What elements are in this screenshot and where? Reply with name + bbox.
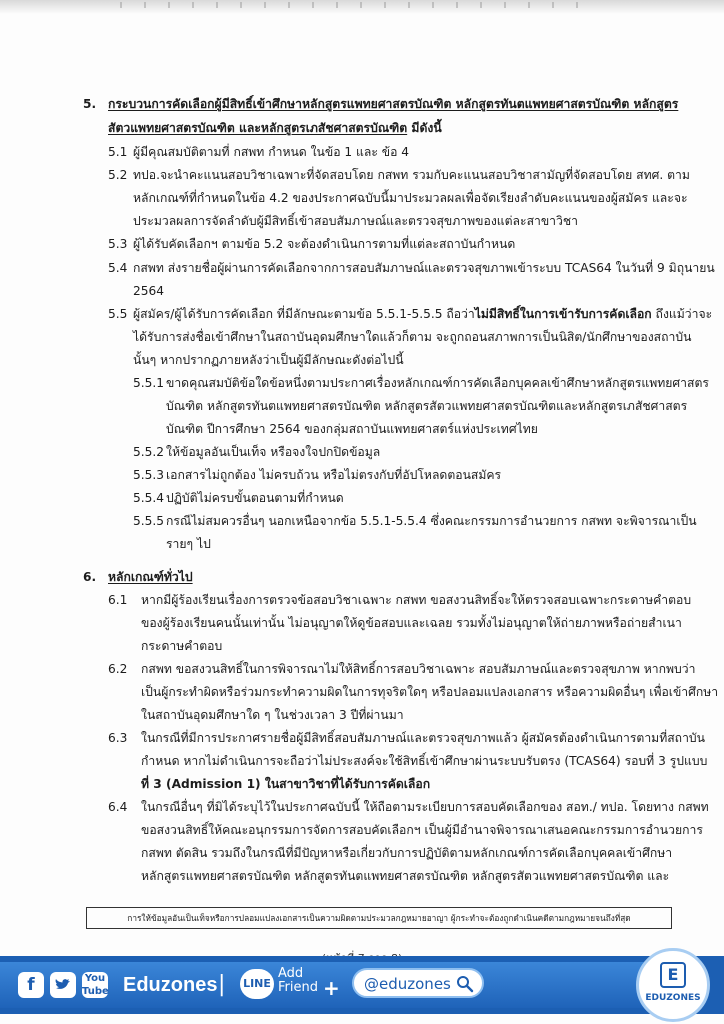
item-6-3-line3-wrap bbox=[141, 776, 430, 792]
friend-label: Friend bbox=[278, 980, 318, 995]
item-5-5-5-number: 5.5.5 bbox=[133, 514, 165, 528]
section-5-title-line1: กระบวนการคัดเลือกผู้มีสิทธิ์เข้าศึกษาหลักสูตรแพทยศาสตรบัณฑิต หลักสูตรทันตแพทยศาสตรบัณฑิต หลักสูตร bbox=[108, 97, 679, 111]
item-6-3-line3-a: ที่ 3 (Admission 1) bbox=[141, 777, 265, 791]
legal-footnote: การให้ข้อมูลอันเป็นเท็จหรือการปลอมแปลงเอกสารเป็นความผิดตามประมวลกฎหมายอาญา ผู้กระทำจะต้องถูกดำเนินคดีตามกฎหมายจนถึงที่สุด bbox=[127, 913, 631, 923]
item-6-1-number: 6.1 bbox=[108, 593, 128, 607]
item-5-4-line1: กสพท ส่งรายชื่อผู้ผ่านการคัดเลือกจากการสอบสัมภาษณ์และตรวจสุขภาพเข้าระบบ TCAS64 ในวันที่ 9 มิถุนายน bbox=[133, 261, 715, 275]
item-5-5-5-line1: กรณีไม่สมควรอื่นๆ นอกเหนือจากข้อ 5.5.1-5.5.4 ซึ่งคณะกรรมการอำนวยการ กสพท จะพิจารณาเป็น bbox=[166, 514, 697, 528]
item-5-2-number: 5.2 bbox=[108, 168, 128, 182]
item-5-5-line3: นั้นๆ หากปรากฏภายหลังว่าเป็นผู้มีลักษณะดังต่อไปนี้ bbox=[133, 353, 404, 367]
item-5-4-line2: 2564 bbox=[133, 284, 165, 298]
line-icon[interactable]: LINE bbox=[240, 969, 274, 999]
add-friend-plus-icon: + bbox=[323, 976, 340, 1000]
item-5-2-line3: ประมวลผลการจัดลำดับผู้มีสิทธิ์เข้าสอบสัมภาษณ์และตรวจสุขภาพของแต่ละสาขาวิชา bbox=[133, 214, 578, 228]
item-6-2-line2: เป็นผู้กระทำผิดหรือร่วมกระทำความผิดในการทุจริตใดๆ หรือปลอมแปลงเอกสาร หรือความผิดอื่นๆ เพื่อเข้าศึกษา bbox=[141, 685, 719, 699]
item-5-1-text: ผู้มีคุณสมบัติตามที่ กสพท กำหนด ในข้อ 1 และ ข้อ 4 bbox=[133, 145, 410, 159]
section-5-number: 5. bbox=[83, 97, 97, 111]
item-6-4-number: 6.4 bbox=[108, 800, 128, 814]
item-6-1-line3: กระดาษคำตอบ bbox=[141, 639, 223, 653]
eduzones-logo-mark: E bbox=[660, 962, 686, 988]
item-6-2-line1: กสพท ขอสงวนสิทธิ์ในการพิจารณาไม่ให้สิทธิ์การสอบวิชาเฉพาะ สอบสัมภาษณ์และตรวจสุขภาพ หากพบว่า bbox=[141, 662, 696, 676]
section-5-title-line2: สัตวแพทยศาสตรบัณฑิต และหลักสูตรเภสัชศาสตรบัณฑิต bbox=[108, 121, 408, 135]
banner-separator: | bbox=[218, 972, 226, 997]
item-5-5-line1-c: ถึงแม้ว่าจะ bbox=[651, 307, 713, 321]
item-6-3-line1: ในกรณีที่มีการประกาศรายชื่อผู้มีสิทธิ์สอบสัมภาษณ์และตรวจสุขภาพแล้ว ผู้สมัครต้องดำเนินการตามที่สถาบัน bbox=[141, 731, 705, 745]
item-5-5-4-number: 5.5.4 bbox=[133, 491, 165, 505]
twitter-icon[interactable] bbox=[50, 972, 76, 998]
item-5-2-line2: หลักเกณฑ์ที่กำหนดในข้อ 4.2 ของประกาศฉบับนี้มาประมวลผลเพื่อจัดเรียงลำดับคะแนนของผู้สมัคร และจะ bbox=[133, 191, 688, 205]
item-5-5-3-text: เอกสารไม่ถูกต้อง ไม่ครบถ้วน หรือไม่ตรงกับที่อัปโหลดตอนสมัคร bbox=[166, 468, 502, 482]
item-6-4-line2: ขอสงวนสิทธิ์ให้คณะอนุกรรมการจัดการสอบคัดเลือกฯ เป็นผู้มีอำนาจพิจารณาเสนอคณะกรรมการอำนวยการ bbox=[141, 823, 703, 837]
item-5-5-2-text: ให้ข้อมูลอันเป็นเท็จ หรือจงใจปกปิดข้อมูล bbox=[166, 445, 381, 459]
eduzones-brand: Eduzones bbox=[123, 974, 218, 996]
item-5-3-text: ผู้ได้รับคัดเลือกฯ ตามข้อ 5.2 จะต้องดำเนินการตามที่แต่ละสถาบันกำหนด bbox=[133, 237, 516, 251]
legal-footnote-box bbox=[86, 907, 672, 929]
item-5-5-line2: ได้รับการส่งชื่อเข้าศึกษาในสถาบันอุดมศึกษาใดแล้วก็ตาม จะถูกถอนสภาพการเป็นนิสิต/นักศึกษาของสถาบัน bbox=[133, 330, 692, 344]
item-5-5-3-number: 5.5.3 bbox=[133, 468, 165, 482]
add-label: Add bbox=[278, 966, 304, 981]
item-6-2-line3: ในสถาบันอุดมศึกษาใด ๆ ในช่วงเวลา 3 ปีที่ผ่านมา bbox=[141, 708, 404, 722]
eduzones-handle: @eduzones bbox=[364, 975, 451, 993]
item-6-3-line3-b: ในสาขาวิชาที่ได้รับการคัดเลือก bbox=[264, 777, 431, 791]
section-5-title-suffix: มีดังนี้ bbox=[407, 121, 442, 135]
item-5-5-line1-a: ผู้สมัคร/ผู้ได้รับการคัดเลือก ที่มีลักษณะตามข้อ 5.5.1-5.5.5 ถือว่า bbox=[133, 307, 475, 321]
item-5-4-number: 5.4 bbox=[108, 261, 128, 275]
section-6-title: หลักเกณฑ์ทั่วไป bbox=[108, 570, 193, 584]
item-5-5-1-line3: บัณฑิต ปีการศึกษา 2564 ของกลุ่มสถาบันแพทยศาสตร์แห่งประเทศไทย bbox=[166, 422, 538, 436]
item-5-5-2-number: 5.5.2 bbox=[133, 445, 165, 459]
item-6-3-number: 6.3 bbox=[108, 731, 128, 745]
item-5-1-number: 5.1 bbox=[108, 145, 128, 159]
item-5-5-number: 5.5 bbox=[108, 307, 128, 321]
add-friend-label bbox=[278, 967, 318, 995]
item-5-2-line1: ทปอ.จะนำคะแนนสอบวิชาเฉพาะที่จัดสอบโดย กสพท รวมกับคะแนนสอบวิชาสามัญที่จัดสอบโดย สทศ. ตาม bbox=[133, 168, 690, 182]
item-6-3-line2: กำหนด หากไม่ดำเนินการจะถือว่าไม่ประสงค์จะใช้สิทธิ์เข้าศึกษาผ่านระบบรับตรง (TCAS64) รอบที่ 3 รูปแบบ bbox=[141, 754, 708, 768]
section-5-title-line2-wrap bbox=[108, 120, 442, 136]
item-6-2-number: 6.2 bbox=[108, 662, 128, 676]
item-5-5-4-text: ปฏิบัติไม่ครบขั้นตอนตามที่กำหนด bbox=[166, 491, 344, 505]
eduzones-logo-text: EDUZONES bbox=[645, 993, 701, 1003]
section-6-number: 6. bbox=[83, 570, 97, 584]
item-6-4-line4: หลักสูตรแพทยศาสตรบัณฑิต หลักสูตรทันตแพทยศาสตรบัณฑิต หลักสูตรสัตวแพทยศาสตรบัณฑิต และ bbox=[141, 869, 670, 883]
item-5-5-line1-wrap bbox=[133, 306, 712, 322]
item-5-5-5-line2: รายๆ ไป bbox=[166, 537, 211, 551]
item-6-1-line2: ของผู้ร้องเรียนคนนั้นเท่านั้น ไม่อนุญาตให้ดูข้อสอบและเฉลย รวมทั้งไม่อนุญาตให้ถ่ายภาพหรือถ่ายสำเนา bbox=[141, 616, 682, 630]
item-5-5-line1-bold: ไม่มีสิทธิ์ในการเข้ารับการคัดเลือก bbox=[474, 307, 652, 321]
item-6-4-line1: ในกรณีอื่นๆ ที่มิได้ระบุไว้ในประกาศฉบับนี้ ให้ถือตามระเบียบการสอบคัดเลือกของ สอท./ ทปอ. โดยทาง กสพท bbox=[141, 800, 709, 814]
youtube-icon[interactable]: You Tube bbox=[82, 973, 109, 997]
search-icon bbox=[456, 975, 474, 993]
item-5-5-1-line2: บัณฑิต หลักสูตรทันตแพทยศาสตรบัณฑิต หลักสูตรสัตวแพทยศาสตรบัณฑิตและหลักสูตรเภสัชศาสตร bbox=[166, 399, 688, 413]
item-5-5-1-line1: ขาดคุณสมบัติข้อใดข้อหนึ่งตามประกาศเรื่องหลักเกณฑ์การคัดเลือกบุคคลเข้าศึกษาหลักสูตรแพทยศาสตร bbox=[166, 376, 709, 390]
item-5-3-number: 5.3 bbox=[108, 237, 128, 251]
scan-bleed-marks bbox=[120, 2, 600, 8]
facebook-icon[interactable]: f bbox=[18, 972, 44, 998]
item-6-1-line1: หากมีผู้ร้องเรียนเรื่องการตรวจข้อสอบวิชาเฉพาะ กสพท ขอสงวนสิทธิ์จะให้ตรวจสอบเฉพาะกระดาษคำตอบ bbox=[141, 593, 692, 607]
handle-search-box[interactable] bbox=[352, 968, 484, 998]
item-5-5-1-number: 5.5.1 bbox=[133, 376, 165, 390]
item-6-4-line3: กสพท ตัดสิน รวมถึงในกรณีที่มีปัญหาหรือเกี่ยวกับการปฏิบัติตามหลักเกณฑ์การคัดเลือกบุคคลเข้าศึกษา bbox=[141, 846, 673, 860]
